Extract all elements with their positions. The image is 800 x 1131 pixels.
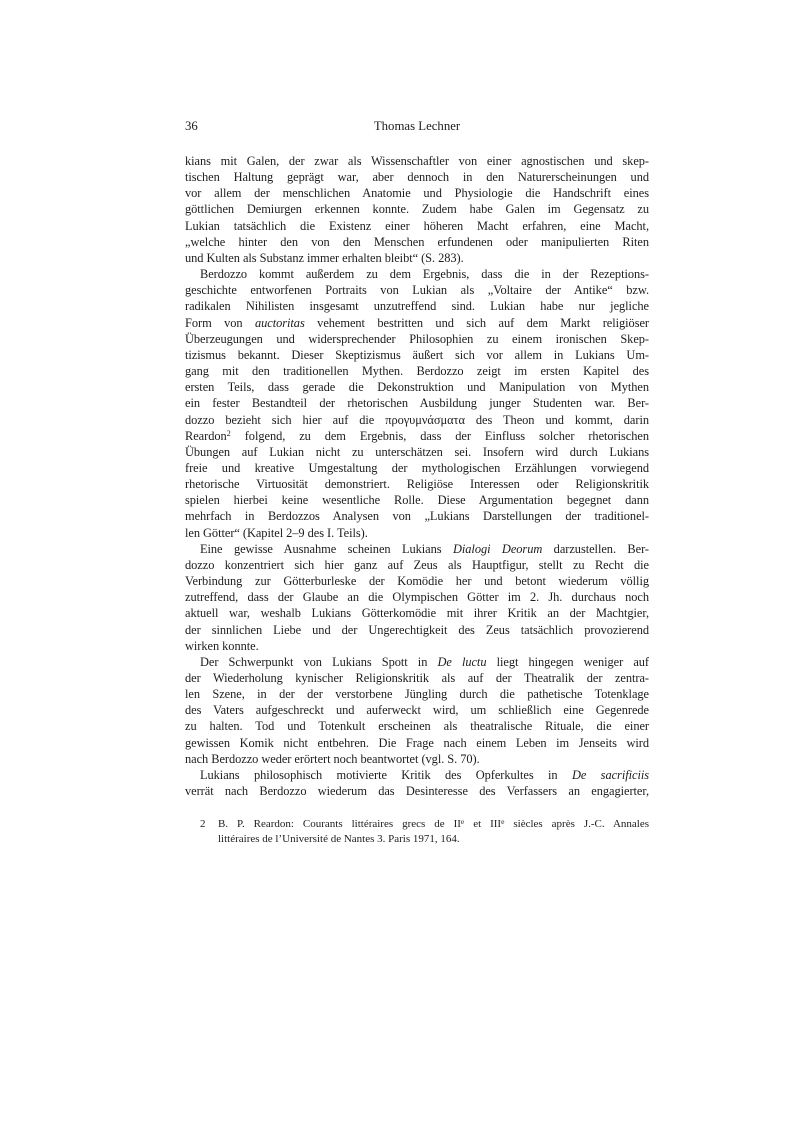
body-paragraph [185, 541, 649, 654]
running-head-author: Thomas Lechner [373, 119, 461, 133]
text-line: kians mit Galen, der zwar als Wissenschaftler von einer agnostischen und skep- [185, 154, 649, 168]
body-paragraph [185, 266, 649, 541]
body-text [185, 153, 649, 799]
text-line: Berdozzo kommt außerdem zu dem Ergebnis, dass die in der Rezeptions- [200, 267, 649, 282]
text-line: Form von auctoritas vehement bestritten und sich auf dem Markt religiöser [185, 315, 649, 330]
text-line: spielen hierbei keine wesentliche Rolle. Diese Argumentation begegnet dann [185, 493, 649, 508]
text-line: tizismus bekannt. Dieser Skeptizismus äußert sich vor allem in Lukians Um- [185, 347, 649, 362]
text-line: len Szene, in der der verstorbene Jüngling durch die pathetische Totenklage [185, 687, 649, 702]
text-line: gewissen Komik nicht entbehren. Die Frage nach einem Leben im Jenseits wird [185, 735, 649, 750]
text-line: Reardon$^2$ folgend, zu dem Ergebnis, dass der Einfluss solcher rhetorischen [185, 427, 649, 443]
text-line: nach Berdozzo weder erörtert noch beantwortet (vgl. S. 70). [185, 751, 480, 766]
text-line: ersten Teils, dass gerade die Dekonstruktion und Manipulation von Mythen [185, 380, 649, 395]
text-line: und Kulten als Substanz immer erhalten bleibt“ (S. 283). [185, 250, 464, 265]
footnote-line: B. P. Reardon: Courants littéraires grecs de IIe et IIIe siècles après J.-C. Annales [218, 816, 649, 830]
text-line: mehrfach in Berdozzos Analysen von „Lukians Darstellungen der traditionel- [185, 509, 649, 524]
text-line: „welche hinter den von den Menschen erfundenen oder manipulierten Riten [185, 234, 649, 249]
text-line: gang mit den traditionellen Mythen. Berdozzo zeigt im ersten Kapitel des [185, 364, 649, 379]
text-line: Lukians philosophisch motivierte Kritik des Opferkultes in De sacrificiis [200, 767, 649, 782]
text-line: rhetorische Virtuosität demonstriert. Religiöse Interessen oder Religionskritik [185, 477, 649, 492]
text-line: zutreffend, dass der Glaube an die Olympischen Götter im 2. Jh. durchaus noch [185, 590, 649, 605]
text-line: des Vaters aufgeschreckt und auferweckt wird, um schließlich eine Gegenrede [185, 703, 649, 718]
text-line: freie und kreative Umgestaltung der mythologischen Erzählungen vorwiegend [185, 460, 649, 475]
text-line: zu halten. Tod und Totenkult erscheinen als theatralische Rituale, die einer [185, 719, 649, 734]
text-line: radikalen Nihilisten insgesamt unzutreffend sind. Lukian habe nur jegliche [185, 299, 649, 314]
text-line: aktuell war, weshalb Lukians Götterkomödie mit ihrer Kritik an der Machtgier, [185, 606, 649, 621]
text-line: der Wiederholung kynischer Religionskritik als auf der Theatralik der zentra- [185, 671, 649, 685]
footnote-marker: 2 [200, 818, 206, 830]
text-line: tischen Haltung geprägt war, aber dennoch in den Naturerscheinungen und [185, 170, 649, 185]
text-line: Verbindung zur Götterburleske der Komödie her und betont wiederum völlig [185, 574, 649, 589]
text-line: Überzeugungen und widersprechender Philosophien zu einem ironischen Skep- [185, 331, 649, 346]
text-line: len Götter“ (Kapitel 2–9 des I. Teils). [185, 525, 368, 540]
footnote-text [218, 817, 649, 847]
text-line: Lukian tatsächlich die Existenz einer höheren Macht erfahren, eine Macht, [185, 218, 649, 233]
body-paragraph [185, 767, 649, 799]
text-line: dozzo konzentriert sich hier ganz auf Zeus als Hauptfigur, stellt zu Recht die [185, 557, 649, 572]
text-line: ein fester Bestandteil der rhetorischen Ausbildung junger Studenten war. Ber- [185, 396, 649, 411]
text-line: dozzo bezieht sich hier auf die προγυμνάσματα des Theon und kommt, darin [185, 412, 649, 427]
footnote-line: littéraires de l’Université de Nantes 3. Paris 1971, 164. [218, 833, 460, 846]
text-line: der sinnlichen Liebe und der Ungerechtigkeit des Zeus tatsächlich provozierend [185, 622, 649, 637]
text-line: Eine gewisse Ausnahme scheinen Lukians Dialogi Deorum darzustellen. Ber- [200, 541, 649, 556]
text-line: geschichte entworfenen Portraits von Lukian als „Voltaire der Antike“ bzw. [185, 283, 649, 298]
text-line: Übungen auf Lukian nicht zu unterschätzen sei. Insofern wird durch Lukians [185, 444, 649, 459]
page-number: 36 [185, 119, 198, 133]
text-line: verrät nach Berdozzo wiederum das Desinteresse des Verfassers an engagierter, [185, 784, 649, 799]
body-paragraph [185, 153, 649, 266]
text-line: göttlichen Demiurgen erkennen konnte. Zudem habe Galen im Gegensatz zu [185, 202, 649, 217]
running-header [185, 119, 649, 136]
footnote [185, 817, 649, 847]
text-line: wirken konnte. [185, 638, 259, 653]
body-paragraph [185, 654, 649, 767]
text-line: Der Schwerpunkt von Lukians Spott in De luctu liegt hingegen weniger auf [200, 654, 649, 669]
text-line: vor allem der menschlichen Anatomie und Physiologie die Handschrift eines [185, 186, 649, 201]
